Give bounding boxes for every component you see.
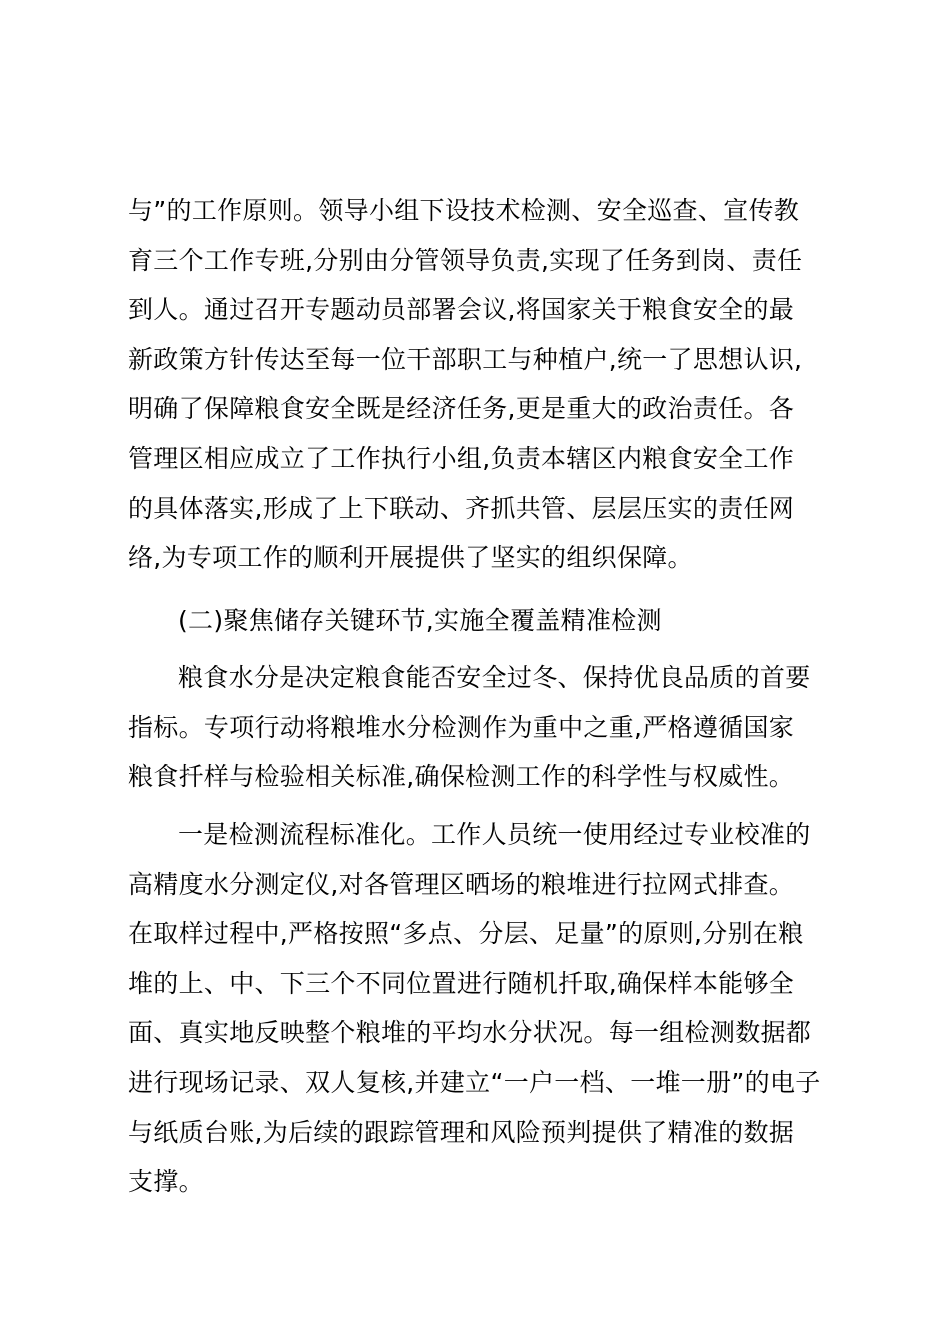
text-line: 管理区相应成立了工作执行小组,负责本辖区内粮食安全工作 (128, 443, 795, 473)
heading-line: (二)聚焦储存关键环节,实施全覆盖精准检测 (178, 606, 662, 635)
text-line: 粮食水分是决定粮食能否安全过冬、保持优良品质的首要 (178, 663, 811, 692)
text-line: 的具体落实,形成了上下联动、齐抓共管、层层压实的责任网 (128, 493, 795, 523)
section-heading (128, 596, 828, 646)
text-line: 指标。专项行动将粮堆水分检测作为重中之重,严格遵循国家 (128, 712, 795, 742)
text-line: 在取样过程中,严格按照“多点、分层、足量”的原则,分别在粮 (128, 919, 804, 949)
text-line: 支撑。 (128, 1167, 204, 1197)
paragraph-organization (128, 186, 828, 583)
paragraph-moisture-intro (128, 653, 828, 802)
text-line: 络,为专项工作的顺利开展提供了坚实的组织保障。 (128, 543, 693, 573)
text-line: 新政策方针传达至每一位干部职工与种植户,统一了思想认识, (128, 344, 803, 374)
text-line: 堆的上、中、下三个不同位置进行随机扦取,确保样本能够全 (128, 968, 795, 998)
text-line: 进行现场记录、双人复核,并建立“一户一档、一堆一册”的电子 (128, 1067, 821, 1097)
text-line: 与”的工作原则。领导小组下设技术检测、安全巡查、宣传教 (128, 196, 800, 225)
text-line: 面、真实地反映整个粮堆的平均水分状况。每一组检测数据都 (128, 1018, 812, 1048)
text-line: 粮食扦样与检验相关标准,确保检测工作的科学性与权威性。 (128, 762, 795, 792)
text-line: 到人。通过召开专题动员部署会议,将国家关于粮食安全的最 (128, 295, 795, 325)
text-line: 与纸质台账,为后续的跟踪管理和风险预判提供了精准的数据 (128, 1117, 795, 1147)
text-line: 明确了保障粮食安全既是经济任务,更是重大的政治责任。各 (128, 394, 795, 424)
text-line: 育三个工作专班,分别由分管领导负责,实现了任务到岗、责任 (128, 245, 803, 275)
text-line: 高精度水分测定仪,对各管理区晒场的粮堆进行拉网式排查。 (128, 869, 795, 899)
paragraph-standardized-process (128, 810, 828, 1207)
text-line: 一是检测流程标准化。工作人员统一使用经过专业校准的 (178, 820, 811, 849)
